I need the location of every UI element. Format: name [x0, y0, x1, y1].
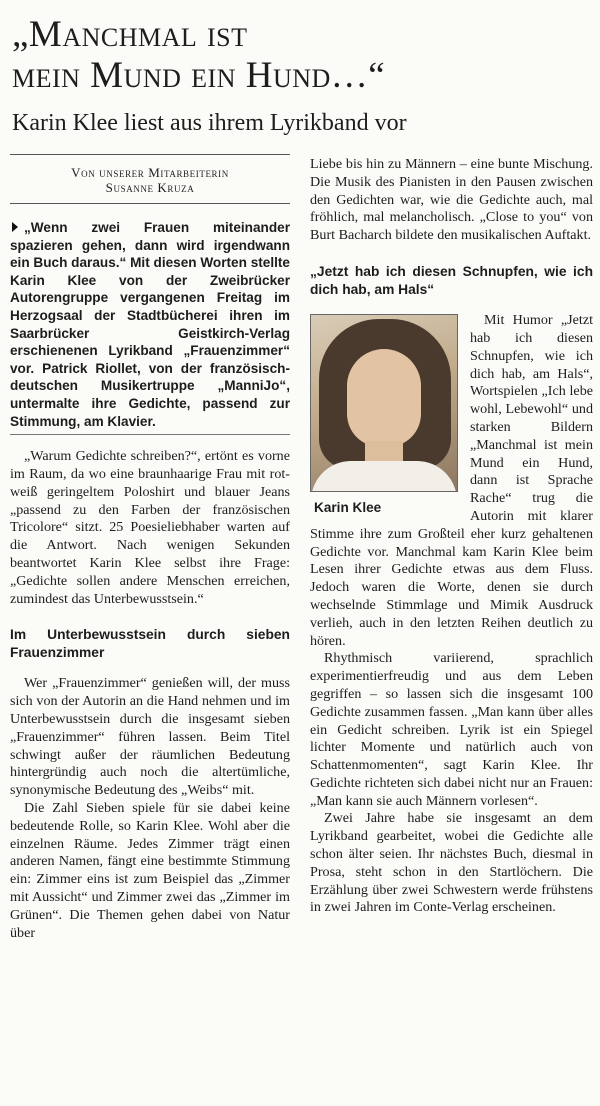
subhead-2: „Jetzt hab ich diesen Schnupfen, wie ich dich hab, am Hals“: [310, 263, 593, 297]
byline-author: Susanne Kruza: [105, 180, 195, 195]
lead-divider: [10, 434, 290, 435]
byline-role: Von unserer Mitarbeiterin: [71, 165, 229, 180]
body-paragraph-6: Rhythmisch variierend, sprachlich experimentierfreudig und aus dem Leben gegriffen – so lassen sich die insgesamt 100 Gedichte zusammen fassen. „Man kann über alles ein Gedicht schreiben. Lyrik ist ein Spiegel lichter Momente und natürlich auch von Schattenmomenten“, sagt Karin Klee. Ihr Gedichte richteten sich dabei nicht nur an Frauen: „Man kann sie auch Männern vorlesen“.: [310, 650, 593, 809]
headline-line-2: mein Mund ein Hund…“: [12, 55, 386, 96]
left-column: [10, 154, 290, 942]
body-paragraph-2: Wer „Frauenzimmer“ genießen will, der muss sich von der Autorin an die Hand nehmen und im Unterbewusstsein durch die insgesamt sieben „Frauenzimmer“ führen lassen. Beim Titel schwingt außer der räumlichen Bedeutung hintergründig auch noch die altertümliche, synonymische Bedeutung des „Weibs“ mit.: [10, 675, 290, 799]
portrait-photo: [310, 314, 458, 492]
arrow-icon: [12, 222, 18, 232]
body-paragraph-5: Mit Humor „Jetzt hab ich diesen Schnupfen, wie ich dich hab, am Hals“, Wortspielen „Ich lebe wohl, Lebewohl“ und starken Bildern „Manchmal ist mein Mund ein Hund, dann ist Sprache Rache“ trug die Autorin mit klarer Stimme ihre zum Großteil eher kurz gehaltenen Gedichte vor. Manchmal kam Karin Klee beim Lesen ihrer Gedichte etwas aus dem Fluss. Jedoch waren die Worte, denen sie durch wechselnde Stimmlage und Mimik Ausdruck verlieh, auch in den letzten Reihen deutlich zu hören.: [310, 312, 593, 649]
body-paragraph-7: Zwei Jahre habe sie insgesamt an dem Lyrikband gearbeitet, wobei die Gedichte alle schon älter seien. Ihr nächstes Buch, diesmal in Prosa, steht schon in den Startlöchern. Die Erzählung über zwei Schwestern werde frühstens in zwei Jahren im Conte-Verlag erscheinen.: [310, 810, 593, 916]
headline-line-1: „Manchmal ist: [12, 14, 248, 55]
headline: [12, 14, 592, 96]
lead-paragraph: [10, 219, 290, 430]
subhead-1: Im Unterbewusstsein durch sieben Frauenzimmer: [10, 627, 290, 660]
subtitle: Karin Klee liest aus ihrem Lyrikband vor: [12, 110, 407, 136]
photo-caption: Karin Klee: [314, 500, 382, 516]
byline: [10, 154, 290, 204]
lead-text: „Wenn zwei Frauen miteinander spazieren gehen, dann wird irgendwann ein Buch daraus.“ Mit diesen Worten stellte Karin Klee von der Zweibrücker Autorengruppe vergangenen Freitag im Herzogsaal der Stadtbücherei ihren im Saarbrücker Geistkirch-Verlag erschienenen Lyrikband „Frauenzimmer“ vor. Patrick Riollet, von der französisch-deutschen Musikertruppe „ManniJo“, untermalte ihre Gedichte, passend zur Stimmung, am Klavier.: [10, 220, 290, 429]
photo-block: [310, 314, 460, 516]
body-paragraph-1: „Warum Gedichte schreiben?“, ertönt es vorne im Raum, da wo eine braunhaarige Frau mit rot-weiß geringeltem Poloshirt und blauer Jeans „passend zu den Farben der französischen Tricolore“ sitzt. 25 Poesieliebhaber warten auf die Antwort. Nach wenigen Sekunden beantwortet Karin Klee selbst ihre Frage: „Gedichte sollen andere Menschen erreichen, zumindest das Unterbewusstsein.“: [10, 448, 290, 607]
body-paragraph-4: Liebe bis hin zu Männern – eine bunte Mischung. Die Musik des Pianisten in den Pausen zwischen den Gedichten war, wie die Gedichte auch, mal fröhlich, mal melancholisch. „Close to you“ von Burt Bacharch bildete den musikalischen Auftakt.: [310, 156, 593, 244]
right-column: [310, 156, 593, 917]
body-paragraph-3: Die Zahl Sieben spiele für sie dabei keine bedeutende Rolle, so Karin Klee. Wohl aber die einzelnen Räume. Jedes Zimmer trägt einen anderen Namen, fängt eine bestimmte Stimmung ein: Zimmer eins ist zum Beispiel das „Zimmer mit Aussicht“ und Zimmer zwei das „Zimmer im Grünen“. Die Themen gehen dabei von Natur über: [10, 800, 290, 941]
